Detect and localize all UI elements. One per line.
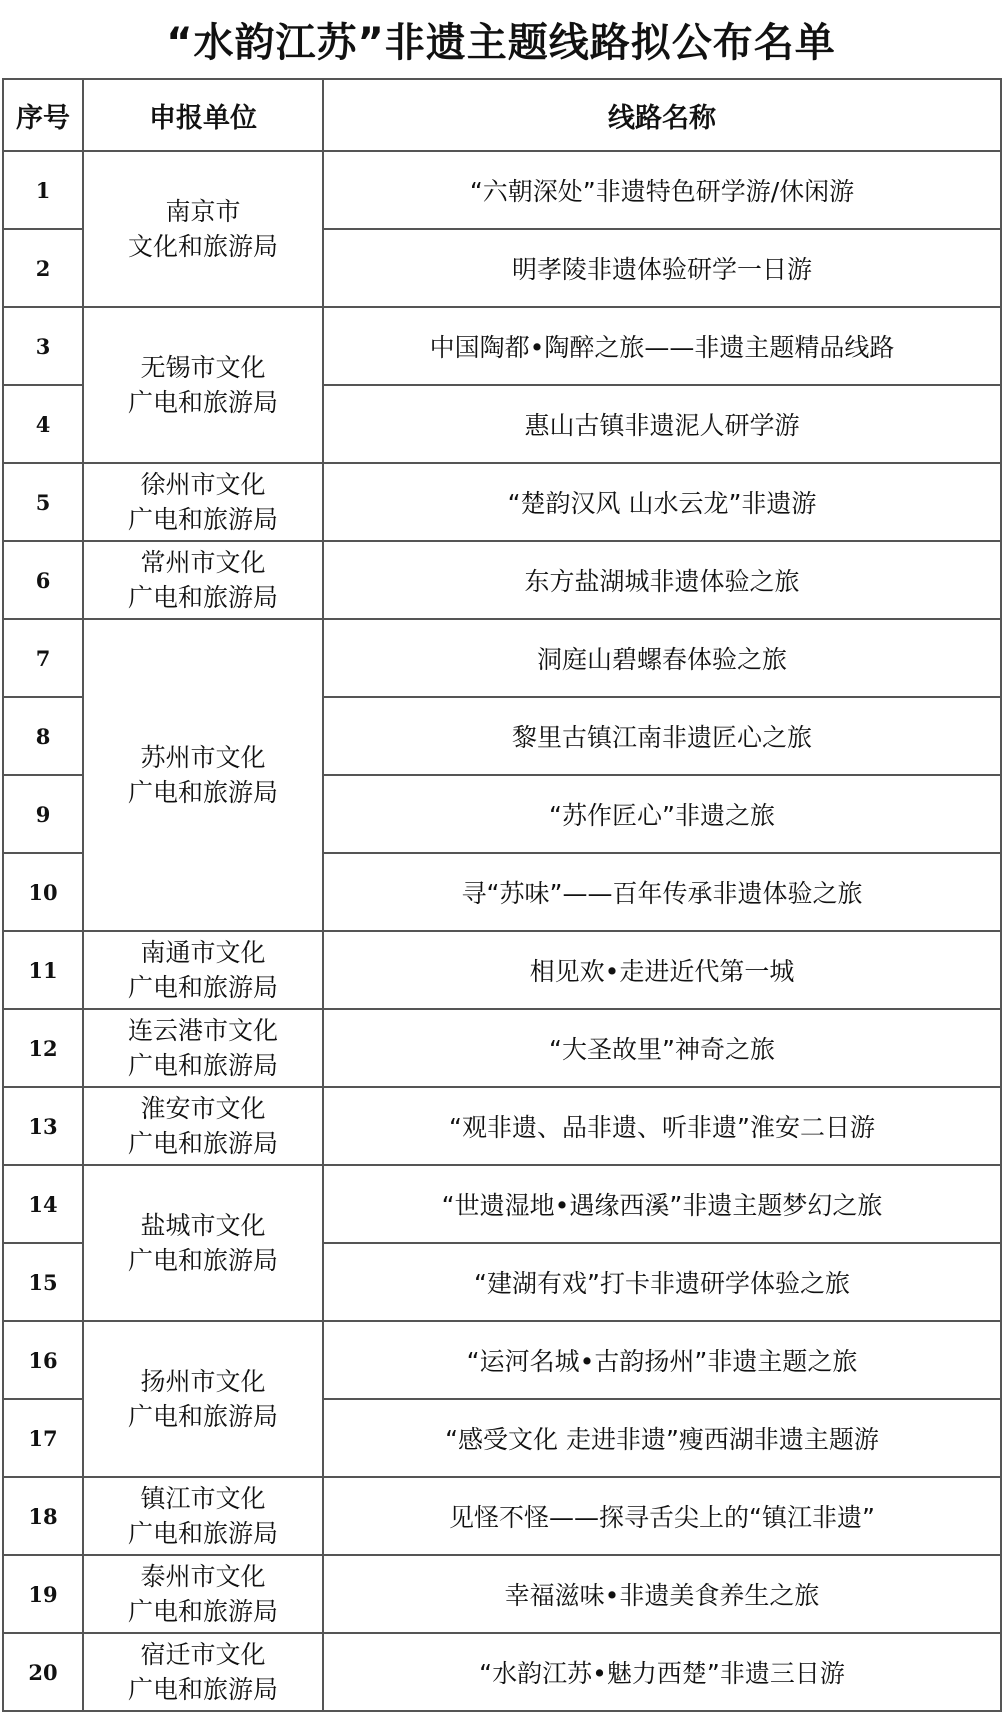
route-name: “感受文化 走进非遗”瘦西湖非遗主题游 [323,1399,1001,1477]
row-num: 16 [3,1321,83,1399]
table-row [3,1477,1001,1555]
unit-name-line2: 广电和旅游局 [127,1246,278,1275]
unit-name-line1: 淮安市文化 [140,1094,266,1123]
table-row [3,1087,1001,1165]
unit-cell [83,1477,323,1555]
route-name: 黎里古镇江南非遗匠心之旅 [323,697,1001,775]
unit-name-line2: 广电和旅游局 [127,388,278,417]
route-name: “运河名城•古韵扬州”非遗主题之旅 [323,1321,1001,1399]
row-num: 13 [3,1087,83,1165]
route-name: 幸福滋味•非遗美食养生之旅 [323,1555,1001,1633]
table-row [3,1009,1001,1087]
route-name: “苏作匠心”非遗之旅 [323,775,1001,853]
route-name: 洞庭山碧螺春体验之旅 [323,619,1001,697]
unit-name-line1: 南通市文化 [140,938,266,967]
table-row [3,1633,1001,1711]
unit-name-line2: 文化和旅游局 [127,232,278,261]
row-num: 18 [3,1477,83,1555]
route-name: 见怪不怪——探寻舌尖上的“镇江非遗” [323,1477,1001,1555]
table-row [3,1321,1001,1399]
row-num: 10 [3,853,83,931]
row-num: 3 [3,307,83,385]
row-num: 2 [3,229,83,307]
unit-cell [83,541,323,619]
unit-cell [83,463,323,541]
row-num: 19 [3,1555,83,1633]
unit-cell [83,1009,323,1087]
unit-name-line2: 广电和旅游局 [127,505,278,534]
header-route: 线路名称 [323,79,1001,151]
route-name: “楚韵汉风 山水云龙”非遗游 [323,463,1001,541]
header-num: 序号 [3,79,83,151]
row-num: 11 [3,931,83,1009]
unit-cell [83,151,323,307]
unit-name-line2: 广电和旅游局 [127,1051,278,1080]
table-row [3,463,1001,541]
unit-cell [83,931,323,1009]
table-row [3,1165,1001,1243]
unit-cell [83,1087,323,1165]
route-name: “世遗湿地•遇缘西溪”非遗主题梦幻之旅 [323,1165,1001,1243]
route-name: 寻“苏味”——百年传承非遗体验之旅 [323,853,1001,931]
row-num: 12 [3,1009,83,1087]
row-num: 14 [3,1165,83,1243]
row-num: 15 [3,1243,83,1321]
unit-name-line2: 广电和旅游局 [127,1675,278,1704]
route-name: 相见欢•走进近代第一城 [323,931,1001,1009]
table-row [3,619,1001,697]
page-title: “水韵江苏”非遗主题线路拟公布名单 [166,19,836,66]
unit-name-line1: 盐城市文化 [140,1211,266,1240]
unit-name-line2: 广电和旅游局 [127,1597,278,1626]
route-list-table [2,78,1002,1712]
unit-name-line2: 广电和旅游局 [127,1402,278,1431]
row-num: 7 [3,619,83,697]
unit-name-line1: 徐州市文化 [140,470,266,499]
route-name: 中国陶都•陶醉之旅——非遗主题精品线路 [323,307,1001,385]
unit-name-line2: 广电和旅游局 [127,583,278,612]
row-num: 9 [3,775,83,853]
unit-name-line1: 扬州市文化 [140,1367,266,1396]
unit-name-line1: 无锡市文化 [140,353,266,382]
table-header-row [3,79,1001,151]
unit-cell [83,619,323,931]
unit-name-line1: 常州市文化 [140,548,266,577]
unit-name-line1: 南京市 [165,197,241,226]
unit-name-line2: 广电和旅游局 [127,778,278,807]
unit-cell [83,1321,323,1477]
row-num: 8 [3,697,83,775]
route-name: “水韵江苏•魅力西楚”非遗三日游 [323,1633,1001,1711]
table-row [3,541,1001,619]
row-num: 20 [3,1633,83,1711]
route-name: “观非遗、品非遗、听非遗”淮安二日游 [323,1087,1001,1165]
table-row [3,1555,1001,1633]
table-row [3,151,1001,229]
unit-cell [83,307,323,463]
unit-cell [83,1165,323,1321]
row-num: 6 [3,541,83,619]
table-row [3,931,1001,1009]
route-name: “大圣故里”神奇之旅 [323,1009,1001,1087]
unit-name-line1: 苏州市文化 [140,743,266,772]
unit-name-line1: 镇江市文化 [140,1484,266,1513]
route-name: “六朝深处”非遗特色研学游/休闲游 [323,151,1001,229]
header-unit: 申报单位 [83,79,323,151]
unit-name-line1: 泰州市文化 [140,1562,266,1591]
row-num: 17 [3,1399,83,1477]
row-num: 5 [3,463,83,541]
row-num: 1 [3,151,83,229]
unit-cell [83,1555,323,1633]
unit-name-line2: 广电和旅游局 [127,973,278,1002]
route-name: 惠山古镇非遗泥人研学游 [323,385,1001,463]
route-name: 东方盐湖城非遗体验之旅 [323,541,1001,619]
route-name: “建湖有戏”打卡非遗研学体验之旅 [323,1243,1001,1321]
table-row [3,307,1001,385]
unit-name-line2: 广电和旅游局 [127,1129,278,1158]
unit-name-line1: 宿迁市文化 [140,1640,266,1669]
route-name: 明孝陵非遗体验研学一日游 [323,229,1001,307]
unit-cell [83,1633,323,1711]
unit-name-line2: 广电和旅游局 [127,1519,278,1548]
unit-name-line1: 连云港市文化 [127,1016,278,1045]
row-num: 4 [3,385,83,463]
